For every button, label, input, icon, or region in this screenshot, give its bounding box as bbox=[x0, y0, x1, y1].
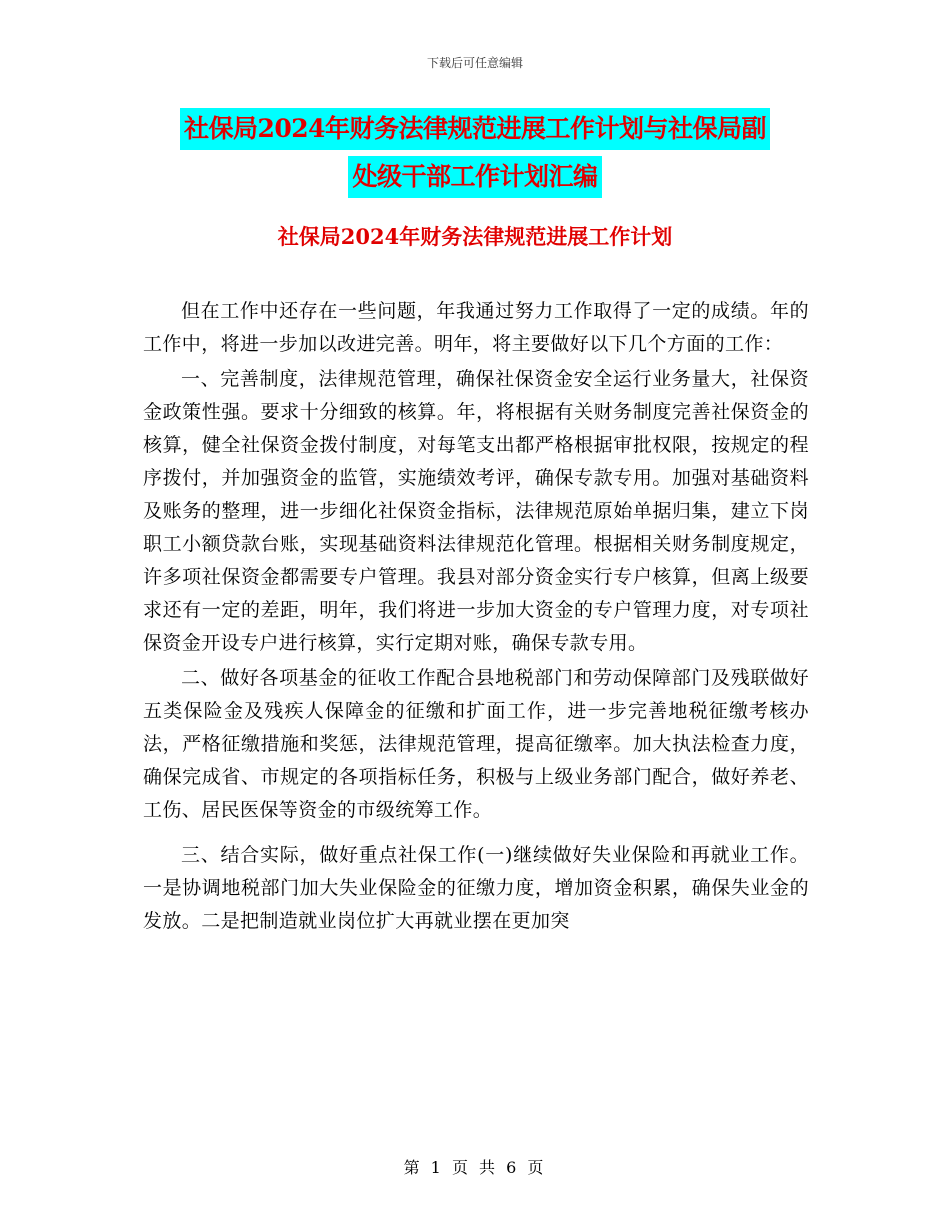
footer-current-page: 1 bbox=[430, 1158, 444, 1177]
document-title bbox=[140, 108, 810, 198]
section-subtitle: 社保局2024年财务法律规范进展工作计划 bbox=[277, 224, 673, 249]
footer-label-end: 页 bbox=[527, 1158, 547, 1177]
footer-label-of: 页 共 bbox=[451, 1158, 499, 1177]
page-footer bbox=[0, 1155, 950, 1178]
footer-total-pages: 6 bbox=[506, 1158, 520, 1177]
document-body bbox=[143, 295, 809, 940]
title-line-1: 社保局2024年财务法律规范进展工作计划与社保局副 bbox=[180, 108, 770, 150]
title-line-2: 处级干部工作计划汇编 bbox=[348, 156, 601, 198]
paragraph-section-1: 一、完善制度，法律规范管理，确保社保资金安全运行业务量大，社保资金政策性强。要求十分细致的核算。年，将根据有关财务制度完善社保资金的核算，健全社保资金拨付制度，对每笔支出都严格根据审批权限，按规定的程序拨付，并加强资金的监管，实施绩效考评，确保专款专用。加强对基础资料及账务的整理，进一步细化社保资金指标，法律规范原始单据归集，建立下岗职工小额贷款台账，实现基础资料法律规范化管理。根据相关财务制度规定，许多项社保资金都需要专户管理。我县对部分资金实行专户核算，但离上级要求还有一定的差距，明年，我们将进一步加大资金的专户管理力度，对专项社保资金开设专户进行核算，实行定期对账，确保专款专用。 bbox=[143, 368, 809, 654]
header-note: 下载后可任意编辑 bbox=[426, 56, 523, 70]
paragraph-intro: 但在工作中还存在一些问题，年我通过努力工作取得了一定的成绩。年的工作中，将进一步加以改进完善。明年，将主要做好以下几个方面的工作： bbox=[143, 300, 809, 355]
paragraph-section-3: 三、结合实际，做好重点社保工作(一)继续做好失业保险和再就业工作。一是协调地税部门加大失业保险金的征缴力度，增加资金积累，确保失业金的发放。二是把制造就业岗位扩大再就业摆在更加突 bbox=[143, 844, 809, 932]
paragraph-section-2: 二、做好各项基金的征收工作配合县地税部门和劳动保障部门及残联做好五类保险金及残疾人保障金的征缴和扩面工作，进一步完善地税征缴考核办法，严格征缴措施和奖惩，法律规范管理，提高征缴率。加大执法检查力度，确保完成省、市规定的各项指标任务，积极与上级业务部门配合，做好养老、工伤、居民医保等资金的市级统筹工作。 bbox=[143, 667, 809, 821]
footer-label-page: 第 bbox=[403, 1158, 423, 1177]
